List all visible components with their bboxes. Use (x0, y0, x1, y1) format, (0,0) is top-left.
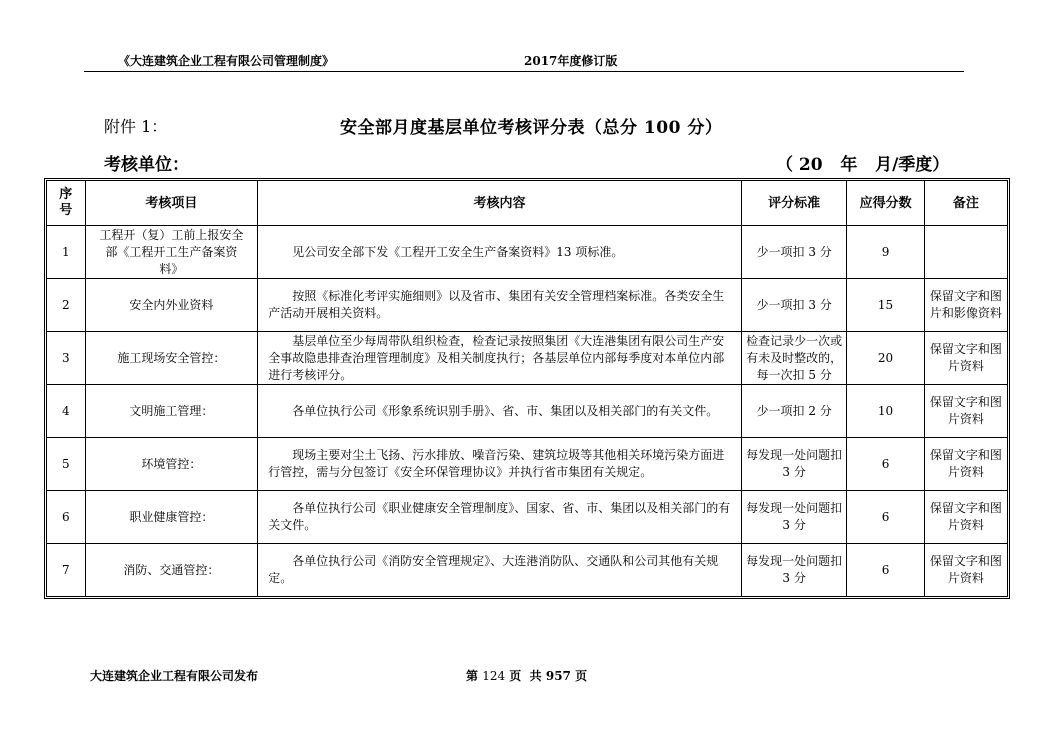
footer (90, 667, 650, 684)
row-note: 保留文字和图片资料 (924, 385, 1007, 438)
row-item: 文明施工管理： (85, 385, 258, 438)
footer-page (466, 667, 587, 684)
row-seq: 1 (47, 226, 86, 279)
row-score: 10 (847, 385, 924, 438)
row-seq: 7 (47, 544, 86, 597)
row-criteria: 少一项扣 3 分 (741, 226, 847, 279)
row-score: 9 (847, 226, 924, 279)
row-criteria: 每发现一处问题扣 3 分 (741, 544, 847, 597)
row-seq: 2 (47, 279, 86, 332)
row-item: 施工现场安全管控： (85, 332, 258, 385)
table-row (47, 332, 1008, 385)
row-score: 6 (847, 491, 924, 544)
footer-page-prefix: 第 (466, 669, 479, 683)
row-item: 安全内外业资料 (85, 279, 258, 332)
column-header-note: 备注 (924, 181, 1007, 226)
column-header-seq (47, 181, 86, 226)
table-row (47, 226, 1008, 279)
row-note: 保留文字和图片资料 (924, 332, 1007, 385)
unit-label: 考核单位： (104, 155, 189, 175)
column-header-content: 考核内容 (258, 181, 742, 226)
column-header-score: 应得分数 (847, 181, 924, 226)
header-divider (84, 71, 964, 72)
table-row (47, 491, 1008, 544)
row-content: 各单位执行公司《形象系统识别手册》、省、市、集团以及相关部门的有关文件。 (258, 385, 742, 438)
row-note: 保留文字和图片资料 (924, 544, 1007, 597)
row-seq: 6 (47, 491, 86, 544)
period-label: （ 20 年 月/季度） (776, 155, 950, 175)
attachment-label: 附件 1： (104, 117, 168, 136)
row-item: 环境管控： (85, 438, 258, 491)
row-criteria: 每发现一处问题扣 3 分 (741, 438, 847, 491)
footer-page-suffix: 页 (575, 669, 588, 683)
row-content: 现场主要对尘土飞扬、污水排放、噪音污染、建筑垃圾等其他相关环境污染方面进行管控，需与分包签订《安全环保管理协议》并执行省市集团有关规定。 (258, 438, 742, 491)
row-score: 6 (847, 438, 924, 491)
row-note (924, 226, 1007, 279)
column-header-seq-text: 序号 (59, 187, 73, 218)
row-seq: 3 (47, 332, 86, 385)
footer-page-total: 957 (545, 669, 571, 683)
row-item: 职业健康管控： (85, 491, 258, 544)
row-content: 各单位执行公司《消防安全管理规定》、大连港消防队、交通队和公司其他有关规定。 (258, 544, 742, 597)
row-note: 保留文字和图片和影像资料 (924, 279, 1007, 332)
assessment-table (46, 180, 1008, 597)
table-row (47, 385, 1008, 438)
row-note: 保留文字和图片资料 (924, 438, 1007, 491)
table-row (47, 544, 1008, 597)
row-criteria: 少一项扣 2 分 (741, 385, 847, 438)
row-note: 保留文字和图片资料 (924, 491, 1007, 544)
row-criteria: 少一项扣 3 分 (741, 279, 847, 332)
row-item: 消防、交通管控： (85, 544, 258, 597)
row-score: 15 (847, 279, 924, 332)
table-row (47, 279, 1008, 332)
row-score: 6 (847, 544, 924, 597)
row-content: 见公司安全部下发《工程开工安全生产备案资料》13 项标准。 (258, 226, 742, 279)
column-header-criteria: 评分标准 (741, 181, 847, 226)
header-revision: 2017年度修订版 (524, 54, 618, 68)
table-header-row (47, 181, 1008, 226)
footer-page-middle: 页 共 (509, 669, 542, 683)
footer-publisher: 大连建筑企业工程有限公司发布 (90, 669, 259, 683)
table-row (47, 438, 1008, 491)
row-item: 工程开（复）工前上报安全部《工程开工生产备案资料》 (85, 226, 258, 279)
page-title: 安全部月度基层单位考核评分表（总分 100 分） (340, 118, 723, 138)
header-document-title: 《大连建筑企业工程有限公司管理制度》 (118, 54, 335, 68)
row-criteria: 检查记录少一次或有未及时整改的，每一次扣 5 分 (741, 332, 847, 385)
row-seq: 5 (47, 438, 86, 491)
row-criteria: 每发现一处问题扣 3 分 (741, 491, 847, 544)
row-seq: 4 (47, 385, 86, 438)
column-header-item: 考核项目 (85, 181, 258, 226)
footer-page-current: 124 (482, 669, 506, 683)
row-score: 20 (847, 332, 924, 385)
row-content: 各单位执行公司《职业健康安全管理制度》、国家、省、市、集团以及相关部门的有关文件。 (258, 491, 742, 544)
row-content: 基层单位至少每周带队组织检查，检查记录按照集团《大连港集团有限公司生产安全事故隐患排查治理管理制度》及相关制度执行；各基层单位内部每季度对本单位内部进行考核评分。 (258, 332, 742, 385)
row-content: 按照《标准化考评实施细则》以及省市、集团有关安全管理档案标准。各类安全生产活动开展相关资料。 (258, 279, 742, 332)
